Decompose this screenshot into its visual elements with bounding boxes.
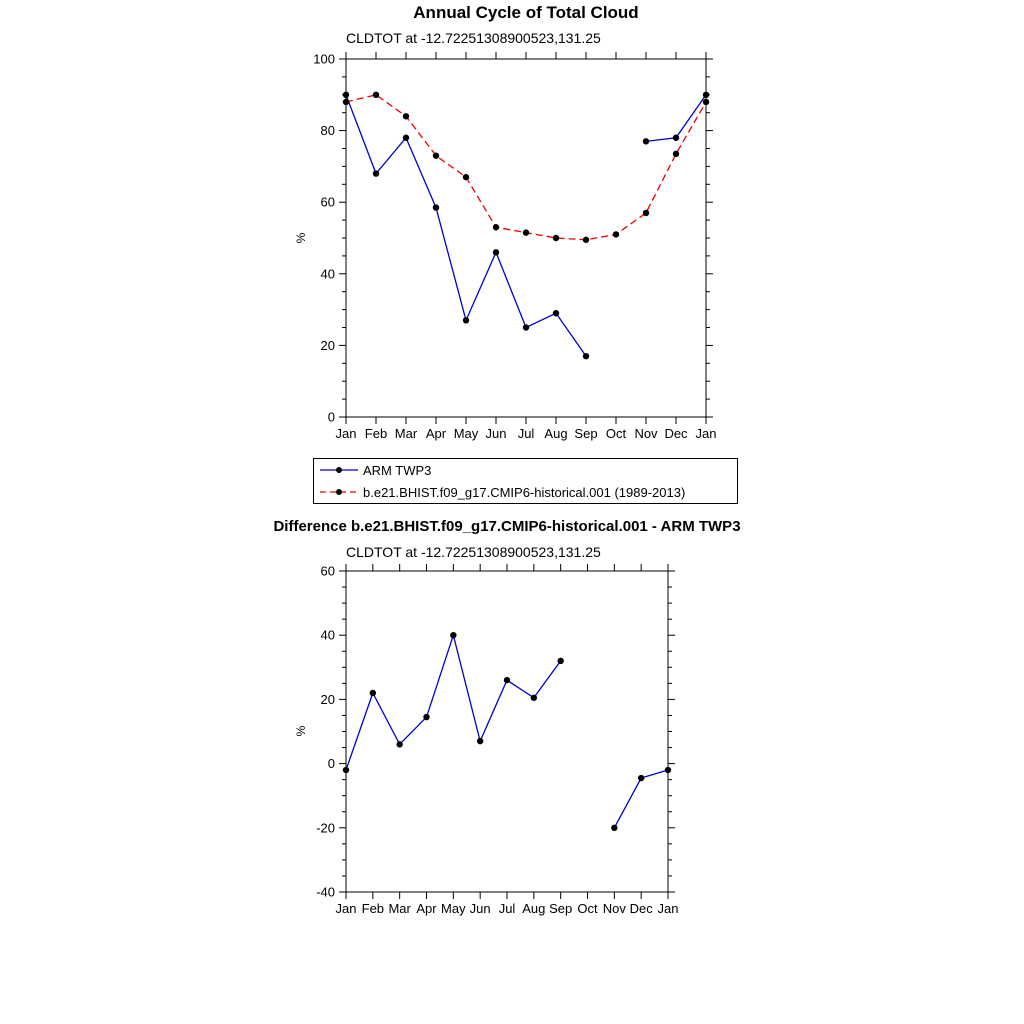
svg-text:May: May (453, 426, 479, 441)
b-e21-bhist-f09-g17-cmip6-historical-001-1989-2013-marker (403, 113, 409, 119)
arm-twp3-line (346, 95, 586, 356)
arm-twp3-marker (643, 138, 649, 144)
b-e21-bhist-f09-g17-cmip6-historical-001-1989-2013-marker (643, 210, 649, 216)
arm-twp3-marker (343, 92, 349, 98)
svg-text:40: 40 (320, 266, 335, 282)
svg-text:Nov: Nov (634, 426, 658, 441)
legend-item-model (319, 482, 737, 502)
difference-marker (638, 775, 644, 781)
difference-plot (316, 564, 678, 917)
b-e21-bhist-f09-g17-cmip6-historical-001-1989-2013-marker (373, 92, 379, 98)
b-e21-bhist-f09-g17-cmip6-historical-001-1989-2013-marker (613, 231, 619, 237)
b-e21-bhist-f09-g17-cmip6-historical-001-1989-2013-marker (463, 174, 469, 180)
svg-text:Jul: Jul (498, 901, 516, 916)
svg-text:20: 20 (320, 691, 335, 707)
svg-text:Aug: Aug (544, 426, 568, 441)
svg-text:Feb: Feb (361, 901, 385, 916)
svg-text:100: 100 (313, 51, 335, 67)
svg-text:Jun: Jun (485, 426, 507, 441)
svg-text:-40: -40 (316, 884, 335, 900)
svg-text:Oct: Oct (577, 901, 598, 916)
arm-twp3-marker (433, 204, 439, 210)
legend-line-sample (319, 464, 359, 476)
arm-twp3-marker (523, 324, 529, 330)
difference-line (346, 635, 561, 770)
legend-item-arm-twp3 (319, 460, 737, 480)
svg-text:Sep: Sep (574, 426, 598, 441)
annual-cycle-plot (313, 52, 716, 442)
arm-twp3-marker (493, 249, 499, 255)
b-e21-bhist-f09-g17-cmip6-historical-001-1989-2013-marker (583, 237, 589, 243)
legend-label: b.e21.BHIST.f09_g17.CMIP6-historical.001 (1989-2013) (363, 484, 686, 500)
difference-marker (396, 741, 402, 747)
arm-twp3-marker (583, 353, 589, 359)
arm-twp3-marker (403, 135, 409, 141)
difference-marker (477, 738, 483, 744)
svg-text:Feb: Feb (364, 426, 388, 441)
top-chart-y-axis-label: % (294, 232, 308, 244)
b-e21-bhist-f09-g17-cmip6-historical-001-1989-2013-marker (433, 152, 439, 158)
svg-text:Jan: Jan (335, 426, 357, 441)
arm-twp3-marker (553, 310, 559, 316)
b-e21-bhist-f09-g17-cmip6-historical-001-1989-2013-line (346, 95, 706, 240)
arm-twp3-marker (673, 135, 679, 141)
svg-text:May: May (441, 901, 466, 916)
difference-marker (370, 690, 376, 696)
svg-text:60: 60 (320, 194, 335, 210)
svg-text:80: 80 (320, 123, 335, 139)
svg-text:Jul: Jul (517, 426, 535, 441)
difference-marker (531, 695, 537, 701)
b-e21-bhist-f09-g17-cmip6-historical-001-1989-2013-marker (703, 99, 709, 105)
b-e21-bhist-f09-g17-cmip6-historical-001-1989-2013-marker (553, 235, 559, 241)
svg-text:60: 60 (320, 563, 335, 579)
difference-marker (504, 677, 510, 683)
svg-text:40: 40 (320, 627, 335, 643)
svg-text:Dec: Dec (664, 426, 688, 441)
arm-twp3-marker (373, 170, 379, 176)
svg-text:Jan: Jan (335, 901, 357, 916)
difference-marker (557, 658, 563, 664)
difference-marker (423, 714, 429, 720)
difference-marker (665, 767, 671, 773)
difference-marker (450, 632, 456, 638)
legend (313, 458, 738, 504)
svg-text:Aug: Aug (522, 901, 546, 916)
svg-text:Nov: Nov (602, 901, 626, 916)
svg-text:Jun: Jun (469, 901, 491, 916)
b-e21-bhist-f09-g17-cmip6-historical-001-1989-2013-marker (523, 229, 529, 235)
top-chart-title: Annual Cycle of Total Cloud (413, 3, 639, 22)
difference-marker (611, 825, 617, 831)
svg-text:Mar: Mar (388, 901, 411, 916)
svg-text:Apr: Apr (416, 901, 437, 916)
svg-text:Jan: Jan (657, 901, 679, 916)
arm-twp3-marker (463, 317, 469, 323)
svg-text:0: 0 (327, 756, 335, 772)
svg-text:Oct: Oct (605, 426, 627, 441)
bottom-chart-y-axis-label: % (294, 725, 308, 737)
bottom-chart-subtitle: CLDTOT at -12.72251308900523,131.25 (346, 544, 601, 560)
difference-marker (343, 767, 349, 773)
b-e21-bhist-f09-g17-cmip6-historical-001-1989-2013-marker (493, 224, 499, 230)
svg-text:Jan: Jan (695, 426, 717, 441)
svg-text:20: 20 (320, 337, 335, 353)
b-e21-bhist-f09-g17-cmip6-historical-001-1989-2013-marker (673, 151, 679, 157)
svg-text:Dec: Dec (629, 901, 653, 916)
bottom-chart-title: Difference b.e21.BHIST.f09_g17.CMIP6-historical.001 - ARM TWP3 (273, 518, 741, 535)
svg-text:Mar: Mar (394, 426, 418, 441)
b-e21-bhist-f09-g17-cmip6-historical-001-1989-2013-marker (343, 99, 349, 105)
svg-text:Sep: Sep (549, 901, 573, 916)
svg-text:0: 0 (327, 409, 335, 425)
svg-text:Apr: Apr (425, 426, 447, 441)
arm-twp3-marker (703, 92, 709, 98)
top-chart-subtitle: CLDTOT at -12.72251308900523,131.25 (346, 30, 601, 46)
legend-line-sample (319, 486, 359, 498)
legend-label: ARM TWP3 (363, 462, 432, 478)
svg-text:-20: -20 (316, 820, 335, 836)
